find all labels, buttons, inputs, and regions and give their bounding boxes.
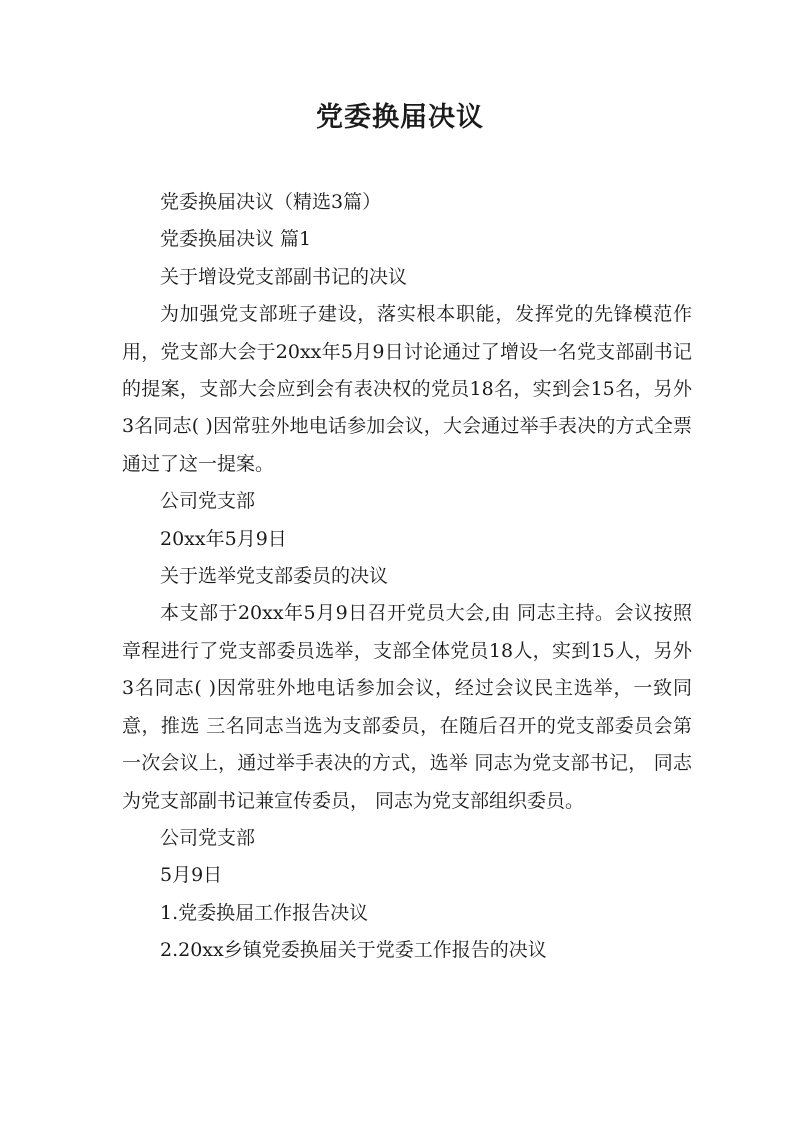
signature-date: 5月9日 bbox=[160, 864, 223, 887]
list-item: 1.党委换届工作报告决议 bbox=[160, 901, 369, 924]
signature-date: 20xx年5月9日 bbox=[160, 527, 287, 550]
body-paragraph: 为加强党支部班子建设，落实根本职能，发挥党的先锋模范作用，党支部大会于20xx年5月9日讨论通过了增设一名党支部副书记的提案，支部大会应到会有表决权的党员18名，实到会15名，另外3名同志( )因常驻外地电话参加会议，大会通过举手表决的方式全票通过了这一提案。 bbox=[122, 303, 692, 475]
document-body bbox=[122, 184, 692, 970]
resolution-heading: 关于选举党支部委员的决议 bbox=[160, 565, 389, 588]
signature-org: 公司党支部 bbox=[160, 490, 256, 513]
signature-org: 公司党支部 bbox=[160, 826, 256, 849]
section-heading: 党委换届决议 篇1 bbox=[160, 228, 312, 251]
document-title: 党委换届决议 bbox=[316, 102, 484, 133]
list-item: 2.20xx乡镇党委换届关于党委工作报告的决议 bbox=[160, 939, 547, 962]
resolution-heading: 关于增设党支部副书记的决议 bbox=[160, 265, 408, 288]
body-paragraph: 本支部于20xx年5月9日召开党员大会,由 同志主持。会议按照章程进行了党支部委员选举，支部全体党员18人，实到15人，另外3名同志( )因常驻外地电话参加会议，经过会议民主选举，一致同意，推选 三名同志当选为支部委员，在随后召开的党支部委员会第一次会议上，通过举手表决的方式，选举 同志为党支部书记， 同志为党支部副书记兼宣传委员， 同志为党支部组织委员。 bbox=[122, 602, 692, 812]
subtitle-paragraph: 党委换届决议（精选3篇） bbox=[160, 191, 382, 213]
